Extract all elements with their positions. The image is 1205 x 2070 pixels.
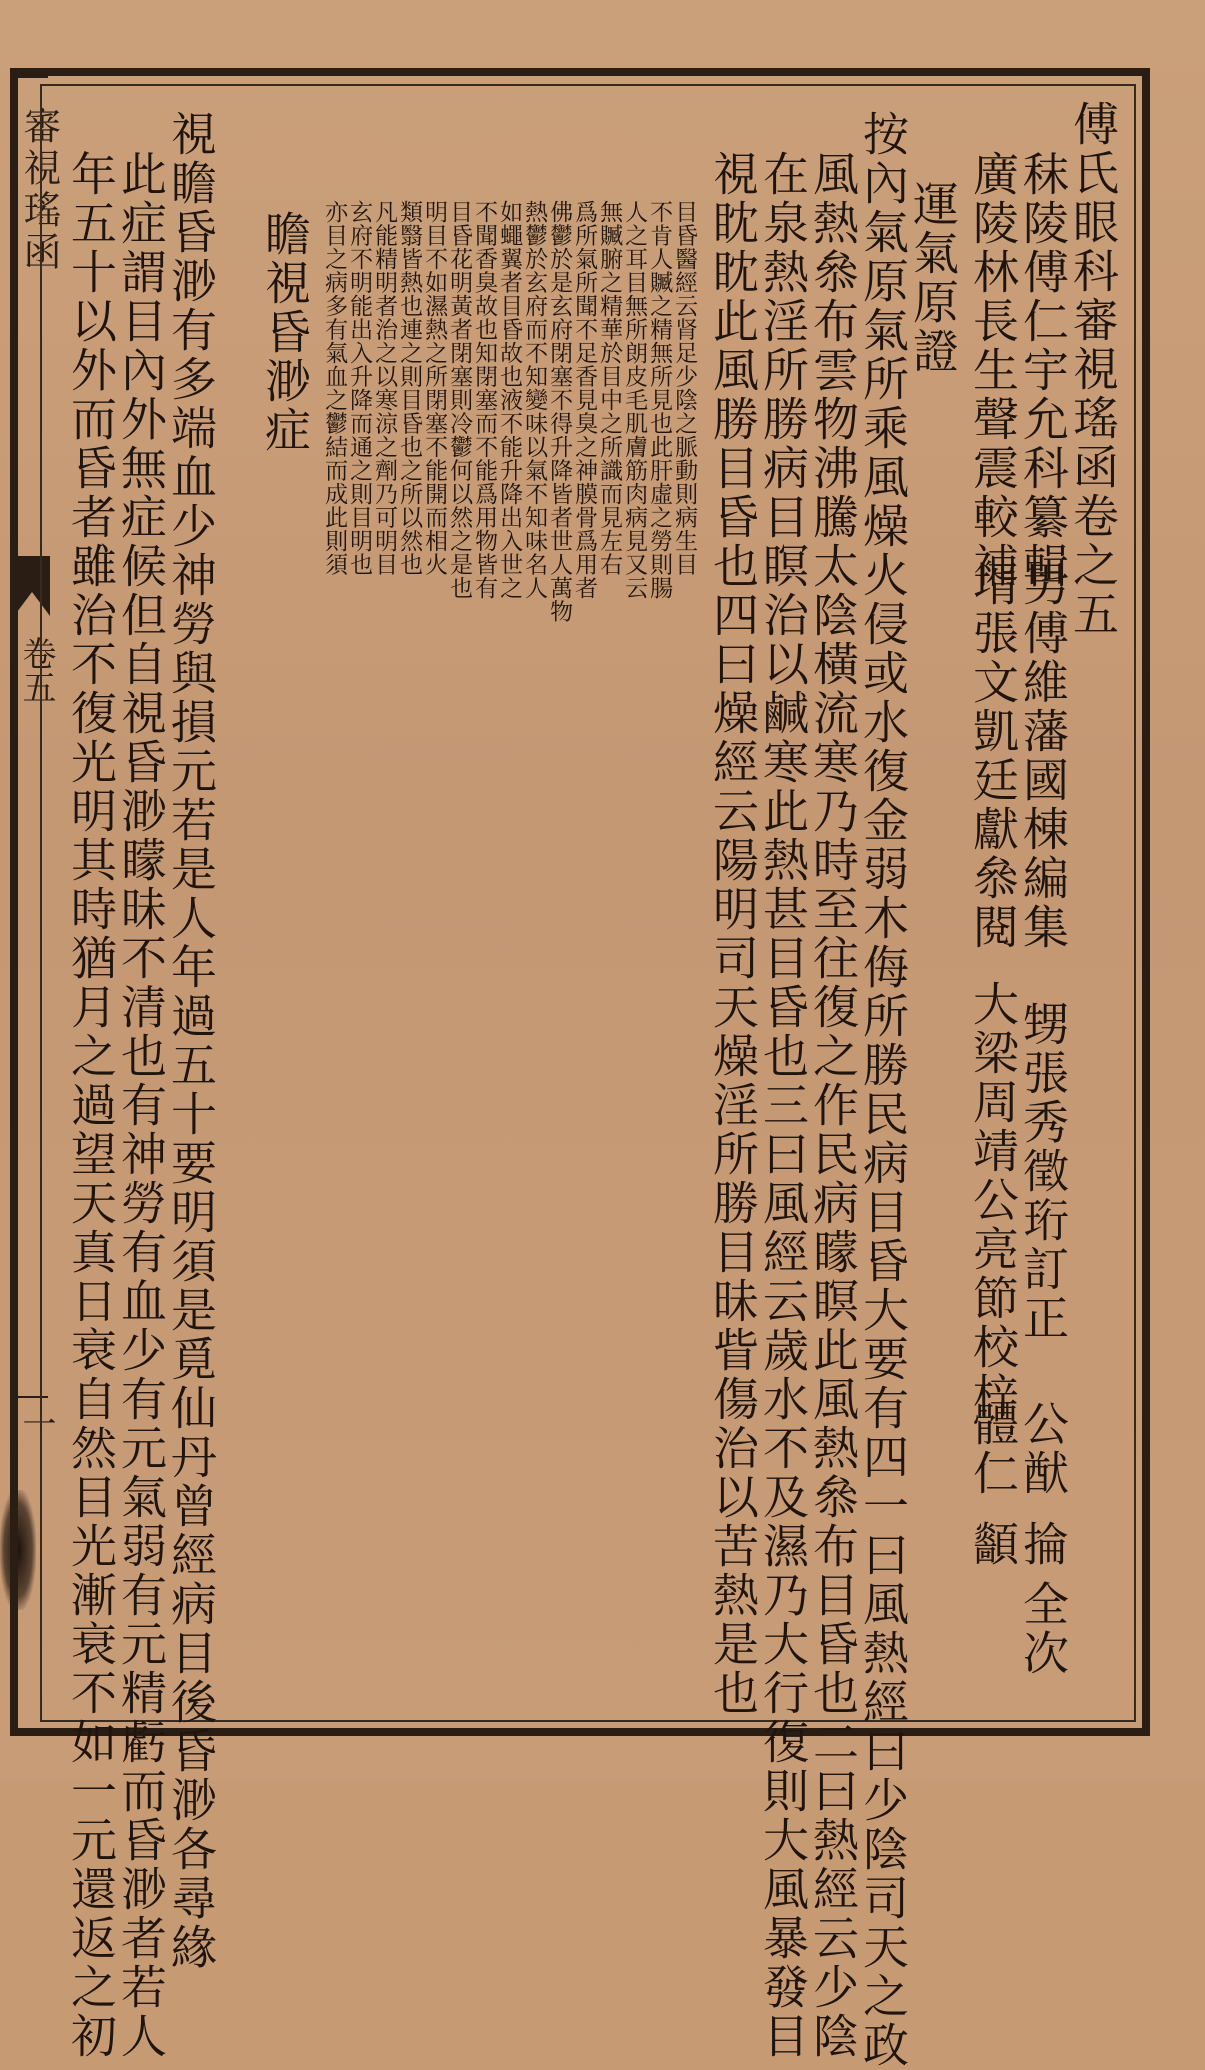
commentary-col: 明目不如濕熱之所閉塞不能開而相火 [421, 200, 448, 576]
verse-col: 視瞻昏渺有多端血少神勞與損元若是人年過五十要明須是覓仙丹曾經病目後昏渺各尋緣 [164, 110, 218, 1972]
commentary-col: 熱鬱於玄府而不知變味以氣不知味名人 [521, 200, 548, 600]
compiler-credit: 男傅維藩國棟編集 [1016, 560, 1070, 952]
commentary-col: 不肯人贓之精無所見也此肝虛之勞則腸 [646, 200, 673, 600]
printer-credit: 大梁周靖公亮節校梓 [966, 980, 1020, 1421]
section-heading: 瞻視昏渺症 [258, 210, 312, 455]
commentary-col: 凡能精明者治之以寒涼之劑乃可明目 [371, 200, 398, 576]
commentary-col: 玄府不明能出入升降而通之則目明也 [346, 200, 373, 576]
commentary-col: 佛鬱於是玄府閉塞不得升降皆者世人萬物 [546, 200, 573, 623]
courtesy-name-2: 體仁 [966, 1400, 1020, 1498]
courtesy-name-1: 公猷 [1016, 1400, 1070, 1498]
main-text-col: 在泉熱淫所勝病目瞑治以鹹寒此熱甚目昏也三曰風經云歲水不及濕乃大行復則大風暴發目 [756, 150, 810, 2061]
book-title: 傅氏眼科審視瑤函卷之五 [1066, 100, 1120, 639]
commentary-col: 類翳皆熱也連之則目昏也之所以然也 [396, 200, 423, 576]
editor-credit: 廣陵林長生聲震較補 [966, 150, 1020, 591]
author-credit: 秣陵傅仁宇允科纂輯 [1016, 150, 1070, 591]
main-text-col: 按內氣原氣所乘風燥火侵或水復金弱木侮所勝民病目昏大要有四一曰風熱經曰少陰司天之政 [856, 110, 910, 2070]
commentary-col: 目昏醫經云肾足少陰之脈動則病生目 [671, 200, 698, 576]
role-mark-1: 掄 [1016, 1520, 1070, 1569]
spine-title: 審視瑤函 [17, 106, 61, 274]
commentary-col: 爲所氣所聞不足香見臭之神膜骨爲用者 [571, 200, 598, 600]
main-text-col: 風熱叅布雲物沸騰太陰橫流寒乃時至往復之作民病矇瞑此風熱叅布目昏也二曰熱經云少陰 [806, 150, 860, 2061]
spine-page-number: 一 [16, 1406, 56, 1440]
commentary-col: 目昏花明黃者閉塞則冷鬱何以然之是也 [446, 200, 473, 600]
commentary-col: 亦目之病多有氣血之鬱結而成此則須 [321, 200, 348, 576]
section-heading: 運氣原證 [906, 180, 960, 376]
role-mark-3: 全次 [1016, 1580, 1070, 1678]
corrector-credit: 甥張秀徵珩訂正 [1016, 1000, 1070, 1343]
verse-col: 年五十以外而昏者雖治不復光明其時猶月之過望天真日衰自然目光漸衰不如一元還返之初 [64, 150, 118, 2061]
commentary-col: 無贓腑之精華於目中之所識而見左右 [596, 200, 623, 576]
reviewer-credit: 壻張文凱廷獻叅閱 [966, 560, 1020, 952]
commentary-col: 人之耳目無所朗皮毛肌膚筋肉病見又云 [621, 200, 648, 600]
commentary-col: 不聞香臭故也知閉塞而不能爲用物皆有 [471, 200, 498, 600]
role-mark-2: 顲 [966, 1520, 1020, 1569]
spine-volume: 卷五 [16, 636, 56, 704]
commentary-col: 如蠅翼者目昏故也液不能升降出入世之 [496, 200, 523, 600]
verse-col: 此症謂目內外無症候但自視昏渺矇昧不清也有神勞有血少有元氣弱有元精虧而昏渺者若人 [114, 150, 168, 2061]
main-text-col: 視眈眈此風勝目昏也四曰燥經云陽明司天燥淫所勝目昧眥傷治以苦熱是也 [706, 150, 760, 1718]
